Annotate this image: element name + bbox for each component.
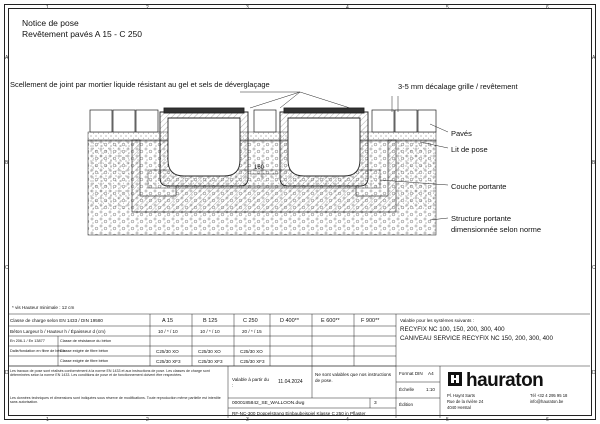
pavers	[90, 110, 436, 132]
row-beton-c250: 20 / * / 15	[242, 329, 262, 334]
row-fibre-sub: Classe exigée de fibre béton	[60, 359, 109, 363]
row-fibre-c250: C25/30 XF3	[240, 359, 265, 364]
class-d400: D 400**	[280, 318, 299, 324]
joint-note: Scellement de joint par mortier liquide résistant au gel et sels de déverglaçage	[10, 80, 270, 89]
row-dalle-sub: Classe exigée de fibre béton	[60, 349, 109, 353]
document-subtitle: Revêtement pavés A 15 - C 250	[22, 29, 143, 39]
valid-from-label: Valable à partir du :	[232, 377, 269, 388]
row-tick-c-right: C	[592, 265, 596, 271]
col-tick-1: 1	[46, 5, 49, 11]
phone: Tél +32 4 295 95 18	[530, 393, 568, 398]
scale-value: 1:10	[426, 387, 435, 392]
row-dalle-b125: C25/30 XO	[198, 349, 221, 354]
label-structure-line1: Structure portante	[451, 214, 512, 223]
valid-systems-title: Valable pour les systèmes suivants :	[400, 318, 474, 323]
col-tick-1-bottom: 1	[46, 417, 49, 423]
company-logo-text: hauraton	[466, 370, 544, 391]
row-tick-a: A	[5, 55, 9, 61]
class-f900: F 900**	[361, 318, 380, 324]
row-beton-b125: 10 / * / 10	[200, 329, 220, 334]
row-beton-a15: 10 / * / 10	[158, 329, 178, 334]
footnote: * vis Hauteur minimale : 12 cm	[12, 305, 75, 310]
valid-systems-line2: CANIVEAU SERVICE RECYFIX NC 150, 200, 300, 400	[400, 335, 553, 342]
channel-left	[160, 108, 248, 186]
ground-right	[396, 140, 436, 210]
row-tick-d-right: D	[592, 370, 596, 376]
row-fibre-a15: C25/30 XF3	[156, 359, 181, 364]
row-fibre-b125: C25/30 XF3	[198, 359, 223, 364]
scale-label: Échelle	[399, 387, 415, 392]
sheet-number: 3	[374, 401, 377, 406]
col-tick-5-bottom: 5	[446, 417, 449, 423]
label-lit-de-pose: Lit de pose	[451, 145, 488, 154]
col-tick-2: 2	[146, 5, 149, 11]
dimension-160: 160	[254, 165, 265, 171]
classes-header-label: Classe de charge selon EN 1433 / DIN 19580	[10, 318, 103, 323]
edition-label: Édition	[399, 402, 414, 407]
col-tick-3: 3	[246, 5, 249, 11]
valid-systems-line1: RECYFIX NC 100, 150, 200, 300, 400	[400, 326, 505, 333]
col-tick-3-bottom: 3	[246, 417, 249, 423]
row-dalle-c250: C25/30 XO	[240, 349, 263, 354]
label-structure-line2: dimensionnée selon norme	[451, 225, 542, 234]
row-dalle-label: Dalle/fondation en fibre de béton	[10, 349, 65, 353]
class-c250: C 250	[243, 318, 258, 324]
row-en206-label: En 206-1 / En 13877	[10, 339, 45, 343]
format-value: A4	[428, 371, 434, 376]
row-en206-sub: Classe de résistance du béton	[60, 339, 112, 343]
label-paves: Pavés	[451, 129, 472, 138]
row-tick-b-right: B	[592, 160, 596, 166]
address-line3: 4040 Herstal	[447, 405, 471, 410]
email: info@hauraton.be	[530, 399, 564, 404]
drawing-description: RF-NC-300 Doppelstrang Einbaubeispiel Klasse C 250 in Pflaster	[232, 411, 366, 416]
notice-text: Ne sont valables que nos instructions de pose.	[315, 372, 392, 383]
document-title: Notice de pose	[22, 18, 79, 28]
class-a15: A 15	[162, 318, 174, 324]
channel-right	[280, 108, 368, 186]
class-b125: B 125	[203, 318, 218, 324]
drawing-number: 0000185842_SE_WALLOON.dwg	[232, 401, 305, 406]
class-e600: E 600**	[321, 318, 340, 324]
row-tick-c: C	[5, 265, 9, 271]
address-line1: Pl. Haynt Sarts	[447, 393, 475, 398]
address-line2: Rue de la rivière 24	[447, 399, 484, 404]
row-tick-d: D	[5, 370, 9, 376]
col-tick-6-bottom: 6	[546, 417, 549, 423]
hauraton-logo-icon	[447, 371, 463, 387]
col-tick-5: 5	[446, 5, 449, 11]
col-tick-4: 4	[346, 5, 349, 11]
col-tick-2-bottom: 2	[146, 417, 149, 423]
col-tick-6: 6	[546, 5, 549, 11]
format-label: Format DIN	[399, 371, 423, 376]
valid-from-date: 11.04.2024	[278, 379, 303, 385]
label-couche-portante: Couche portante	[451, 182, 507, 191]
lit-de-pose-layer	[88, 132, 436, 141]
row-tick-b: B	[5, 160, 9, 166]
offset-note: 3-5 mm décalage grille / revêtement	[398, 82, 518, 91]
row-tick-a-right: A	[592, 55, 596, 61]
legal-text-1: Les travaux de pose sont réalisés conformément à la norme EN 1433 et aux instructions de pose. Les classes de charge sont déterminées selon la norme EN 1433. Les conditions de pose et de fonctionnement doivent être respectées.	[10, 369, 210, 378]
ground-left	[88, 140, 130, 210]
row-beton-label: Béton Largeur b / Hauteur h / Épaisseur d (cm)	[10, 329, 106, 334]
col-tick-4-bottom: 4	[346, 417, 349, 423]
row-dalle-a15: C25/30 XO	[156, 349, 179, 354]
legal-text-2: Les données techniques et dimensions sont indiquées sous réserve de modifications. Toute reproduction même partielle est interdite sans autorisation.	[10, 396, 221, 405]
